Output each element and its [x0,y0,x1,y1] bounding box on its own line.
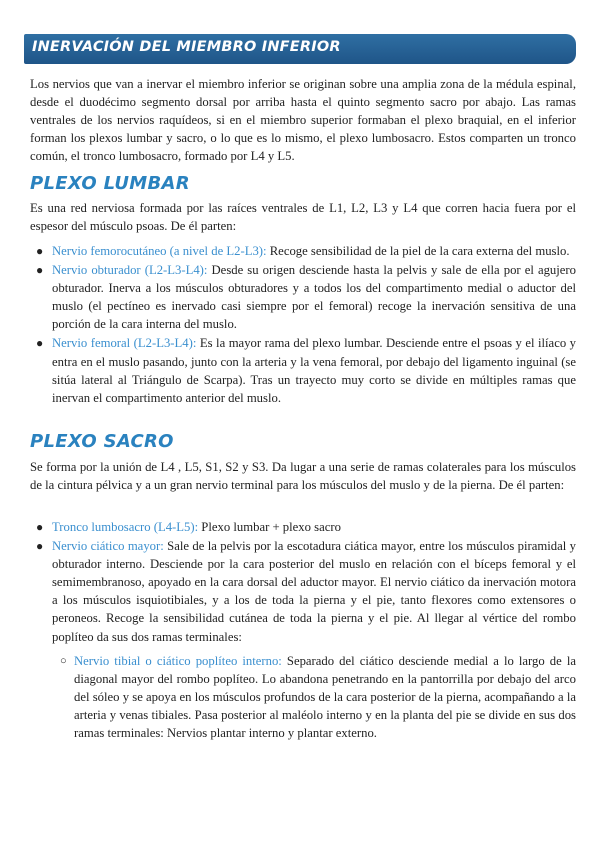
list-item [30,242,576,260]
sciatic-branch-list [60,652,576,742]
list-item [30,261,576,333]
nerve-term: Nervio obturador (L2-L3-L4): [52,263,208,278]
list-item [60,652,576,742]
nerve-term: Nervio tibial o ciático poplíteo interno: [74,654,282,668]
bullet-icon: ● [36,244,44,258]
nerve-description: Plexo lumbar + plexo sacro [198,520,341,534]
nerve-description: Separado del ciático desciende medial a lo largo de la diagonal mayor del rombo poplíteo. Lo abandona penetrando en la pantorrilla por debajo del arco del sóleo y se apoya en los músculos profundos de la cara posterior de la pierna, acompañando a la arteria y venas tibiales. Pasa posterior al maléolo interno y en la planta del pie se divide en sus dos ramas terminales: Nervios plantar interno y plantar externo. [74,654,576,741]
bullet-icon: ● [36,263,44,278]
sacro-nerve-list [30,518,576,647]
bullet-icon: ● [36,336,44,351]
nerve-description: Sale de la pelvis por la escotadura ciática mayor, entre los músculos piramidal y obturador interno. Desciende por la cara posterior del muslo en relación con el bíceps femoral y el semimembranoso, apoyado en la cara dorsal del aductor mayor. El nervio ciático da inervación motora a los músculos isquiotibiales, y a los de toda la pierna y el pie, tanto flexores como extensores o peroneos. Recoge la sensibilidad cutánea de toda la pierna y el pie. Al llegar al vértice del rombo poplíteo da sus dos ramas terminales: [52,539,577,644]
heading-plexo-sacro: PLEXO SACRO [30,431,174,452]
page-title: INERVACIÓN DEL MIEMBRO INFERIOR [32,39,341,55]
circle-bullet-icon: ○ [60,655,67,667]
intro-paragraph: Los nervios que van a inervar el miembro inferior se originan sobre una amplia zona de la médula espinal, desde el duodécimo segmento dorsal por arriba hasta el quinto segmento sacro por abajo. Las ramas ventrales de los nervios raquídeos, si en el miembro superior formaban el plexo braquial, en el inferior forman los plexos lumbar y sacro, o lo que es lo mismo, el plexo lumbosacro. Estos comparten un tronco común, el tronco lumbosacro, formado por L4 y L5. [30,76,576,164]
list-item [30,518,576,536]
sacro-intro-paragraph: Se forma por la unión de L4 , L5, S1, S2 y S3. Da lugar a una serie de ramas colaterales para los músculos de la cintura pélvica y a un gran nervio terminal para los músculos del muslo y de la pierna. De él parten: [30,459,576,492]
bullet-icon: ● [36,520,44,534]
nerve-term: Tronco lumbosacro (L4-L5): [52,520,199,534]
list-item [30,334,576,406]
lumbar-intro-paragraph: Es una red nerviosa formada por las raíces ventrales de L1, L2, L3 y L4 que corren hacia fuera por el espesor del músculo psoas. De él parten: [30,200,576,233]
heading-plexo-lumbar: PLEXO LUMBAR [30,173,190,194]
nerve-term: Nervio femorocutáneo (a nivel de L2-L3): [52,244,267,258]
lumbar-nerve-list [30,242,576,408]
nerve-description: Recoge sensibilidad de la piel de la cara externa del muslo. [266,244,570,258]
list-item [30,537,576,646]
nerve-description: Desde su origen desciende hasta la pelvis y sale de ella por el agujero obturador. Inerva a los músculos obturadores y a todos los del compartimento medial o aductor del muslo (el pectíneo es inervado casi siempre por el femoral) recoge la inervación sensitiva de una porción de la cara interna del muslo. [52,263,577,332]
nerve-description: Es la mayor rama del plexo lumbar. Desciende entre el psoas y el ilíaco y entra en el muslo pasando, junto con la arteria y la vena femoral, por debajo del ligamento inguinal (se sitúa lateral al Triángulo de Scarpa). Tras un trayecto muy corto se divide en múltiples ramas que inervan el compartimento anterior del muslo. [52,336,577,405]
title-banner [24,34,576,64]
bullet-icon: ● [36,539,44,554]
nerve-term: Nervio ciático mayor: [52,539,164,554]
nerve-term: Nervio femoral (L2-L3-L4): [52,336,197,351]
